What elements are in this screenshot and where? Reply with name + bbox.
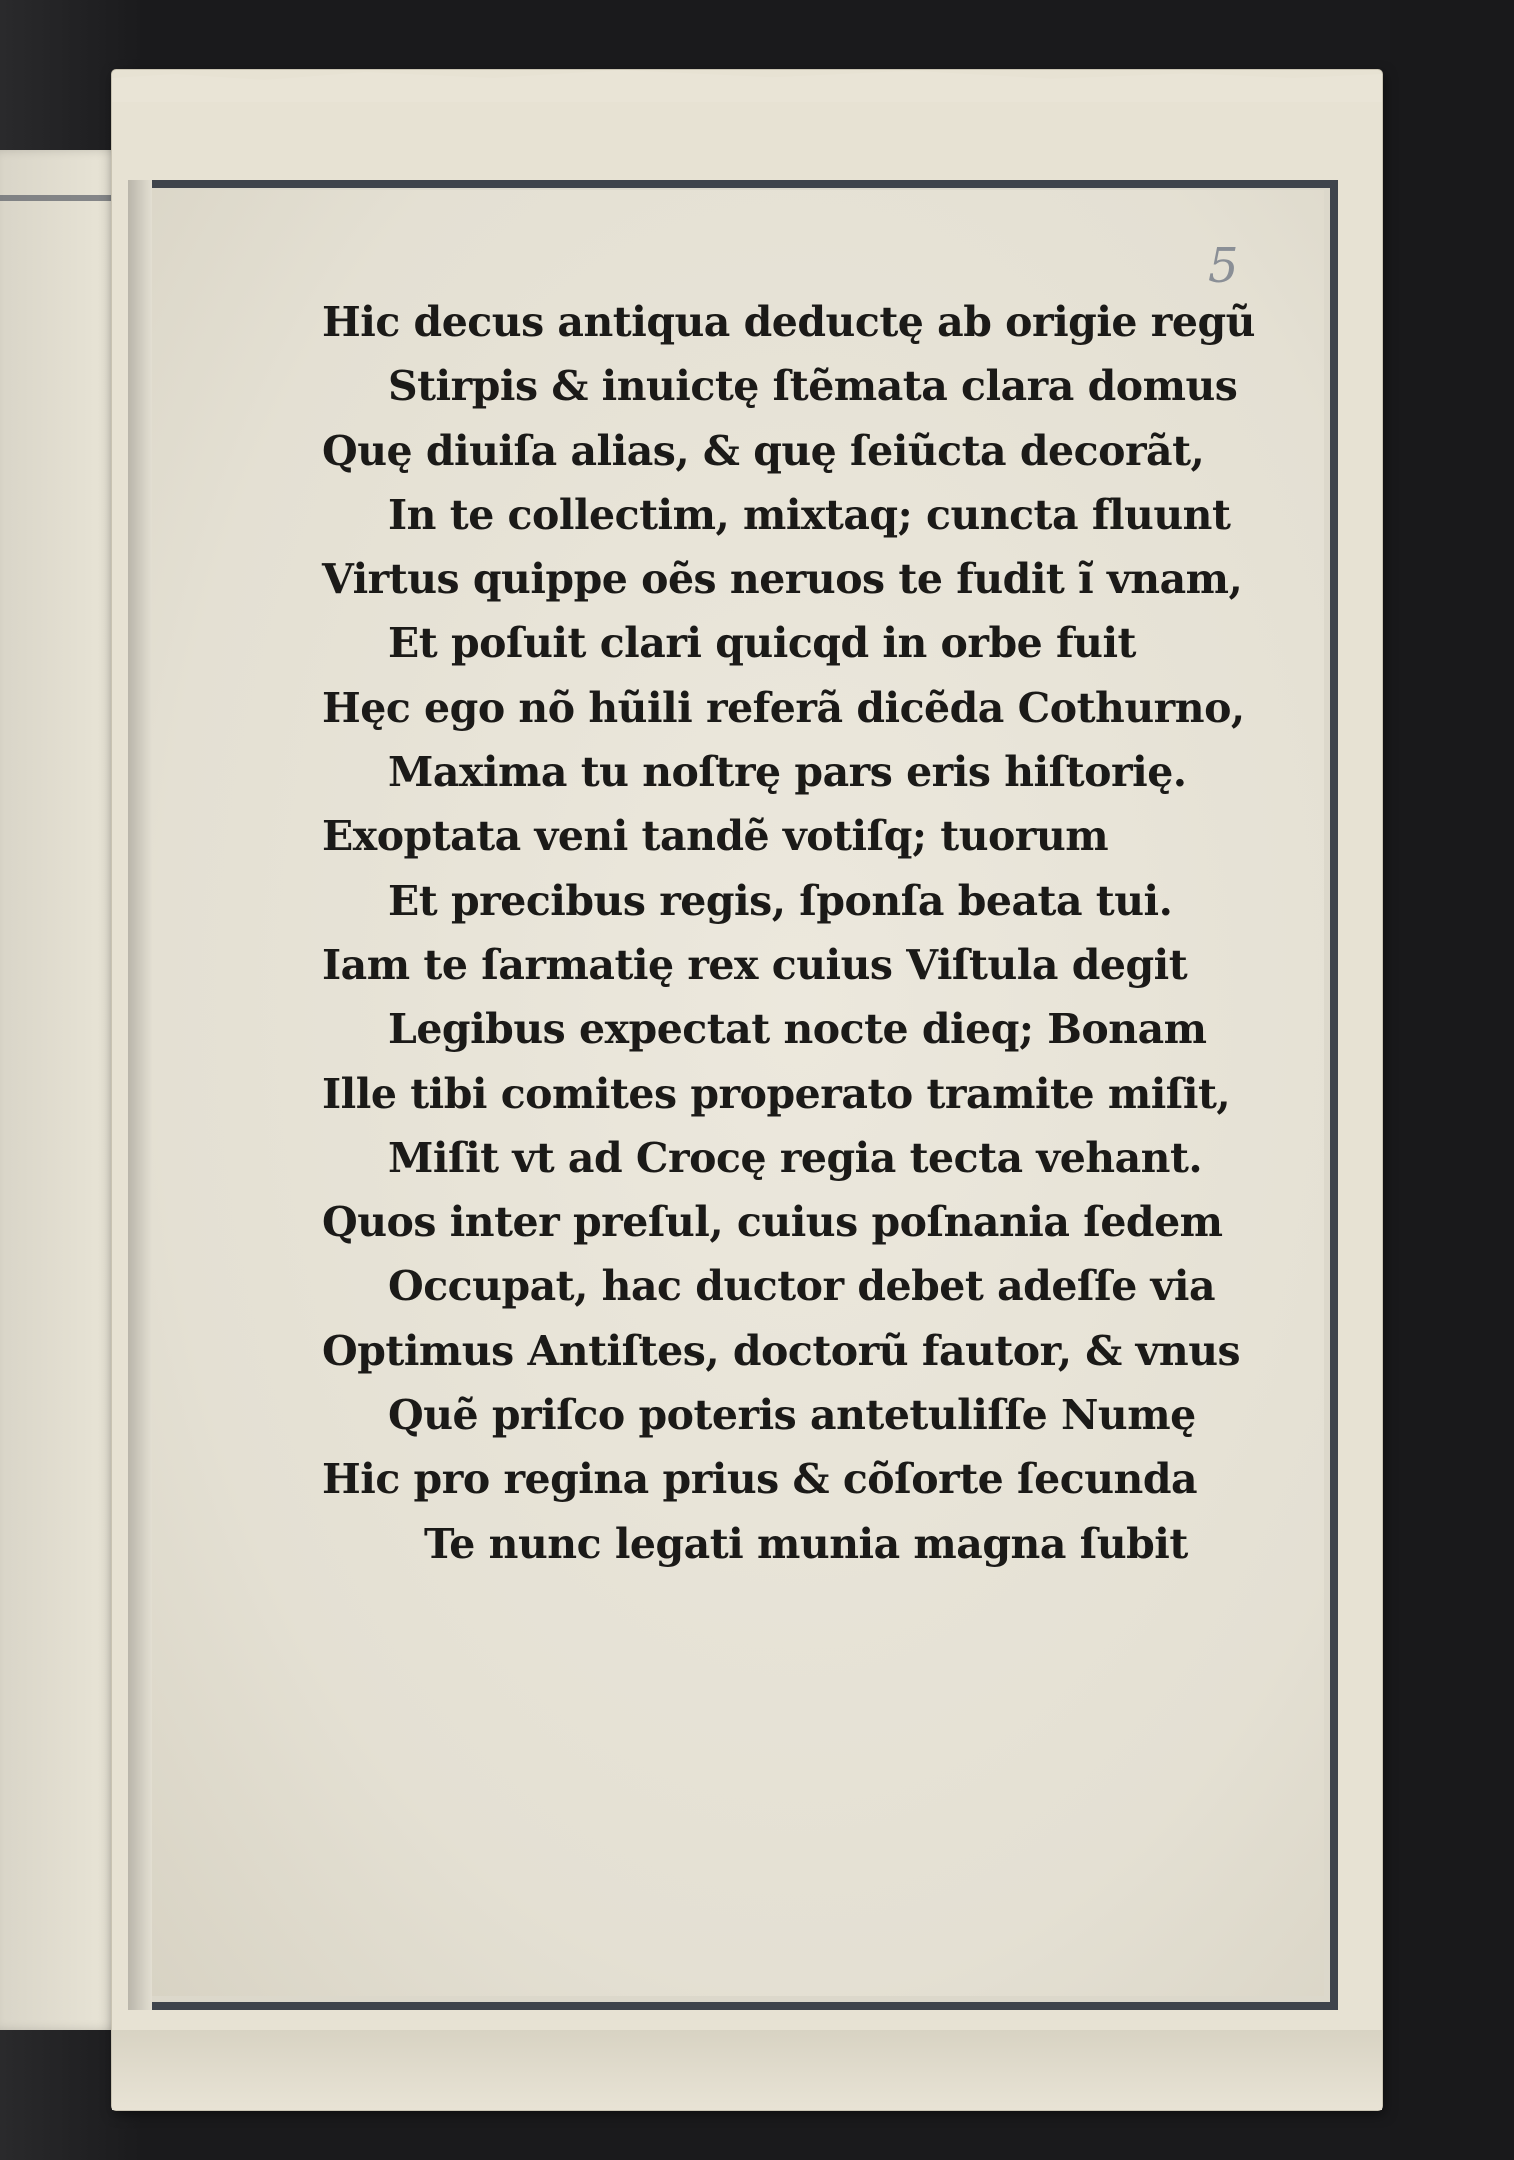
paper-mount-bottom-edge [112,2030,1382,2110]
folio-number: 5 [1208,238,1239,294]
verse-line: Exoptata veni tandẽ votiſq; tuorum [322,812,1109,861]
verse-line: In te collectim, mixtaq; cuncta fluunt [388,490,1231,539]
verse-line: Miſit vt ad Crocę regia tecta vehant. [388,1133,1203,1182]
verse-line: Quę diuiſa alias, & quę ſeiũcta decorãt, [322,426,1205,475]
scan-background-right [1390,0,1514,2160]
verse-line: Et precibus regis, ſponſa beata tui. [388,876,1173,925]
verse-line: Legibus expectat nocte dieq; Bonam [388,1005,1207,1054]
verse-line: Et poſuit clari quicqd in orbe fuit [388,619,1136,668]
verse-line: Hic decus antiqua deductę ab origie regũ [322,298,1255,346]
page-gutter-fold [128,180,152,2010]
verse-line: Stirpis & inuictę ſtẽmata clara domus [388,362,1238,411]
paper-mount-torn-edge [112,62,1382,102]
verse-line: Iam te ſarmatię rex cuius Viſtula degit [322,940,1188,989]
verse-line: Ille tibi comites properato tramite miſit, [322,1069,1231,1118]
verse-line: Te nunc legati munia magna ſubit [424,1519,1188,1568]
verse-line: Optimus Antiſtes, doctorũ fautor, & vnus [322,1326,1241,1375]
verse-line: Quẽ priſco poteris antetuliſſe Numę [388,1391,1196,1440]
verse-line: Hic pro regina prius & cõſorte ſecunda [322,1455,1198,1504]
verse-line: Occupat, hac ductor debet adeſſe via [388,1262,1216,1311]
verse-text-block [322,290,1255,1576]
verse-line: Quos inter preſul, cuius poſnania ſedem [322,1198,1223,1247]
verse-line: Virtus quippe oẽs neruos te fudit ĩ vnam, [322,555,1243,604]
verse-line: Hęc ego nõ hũili referã dicẽda Cothurno, [322,683,1245,732]
verse-line: Maxima tu noſtrę pars eris hiſtorię. [388,748,1187,797]
